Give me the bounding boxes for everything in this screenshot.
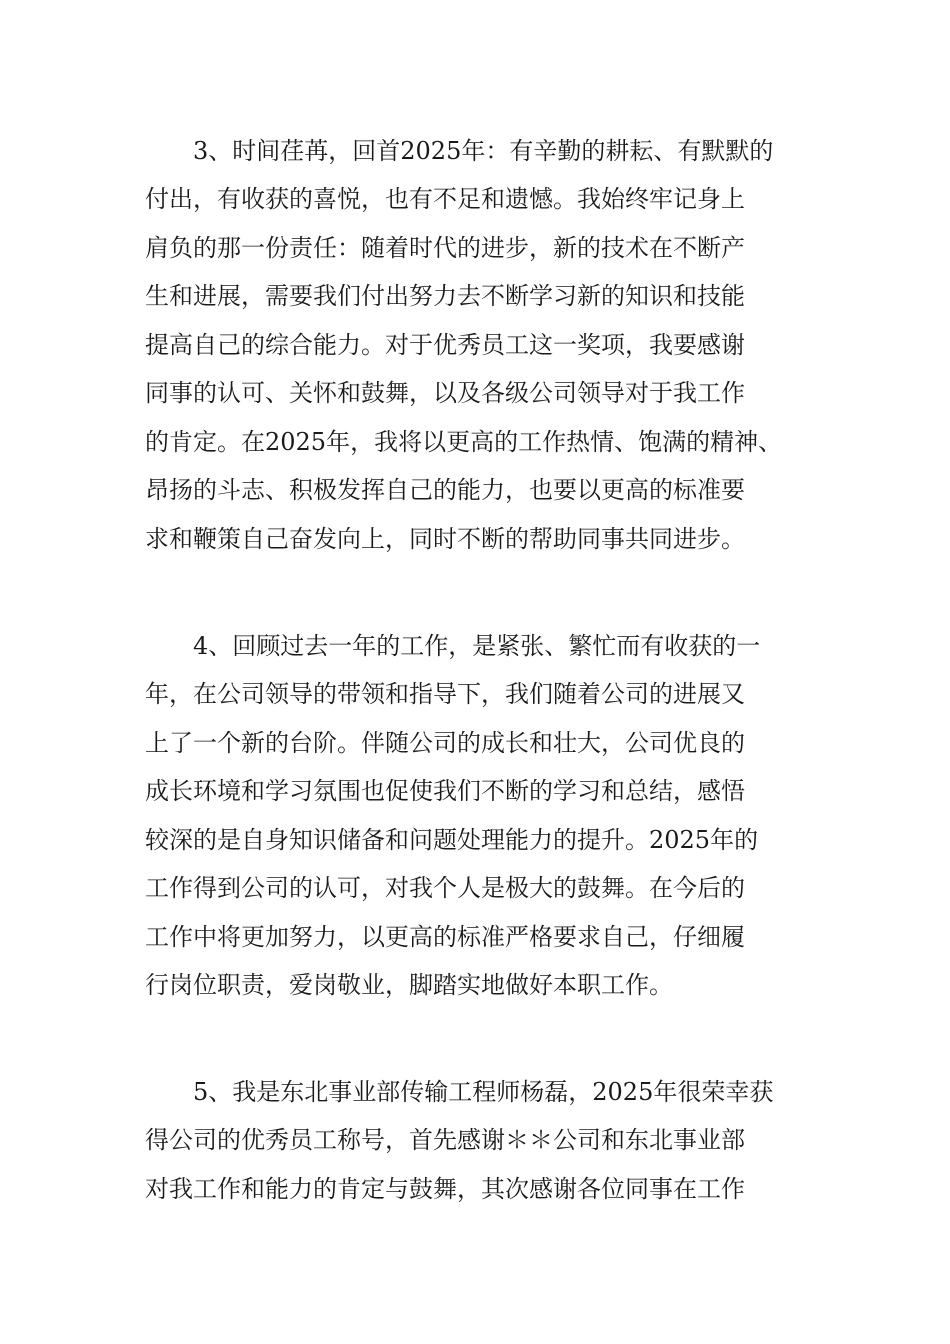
text-line: 付出，有收获的喜悦，也有不足和遗憾。我始终牢记身上: [145, 185, 745, 213]
text-line: 工作得到公司的认可，对我个人是极大的鼓舞。在今后的: [145, 874, 745, 902]
text-line: 3、时间荏苒，回首2025年：有辛勤的耕耘、有默默的: [193, 137, 774, 165]
text-line: 肩负的那一份责任：随着时代的进步，新的技术在不断产: [145, 234, 745, 262]
text-line: 得公司的优秀员工称号，首先感谢＊＊公司和东北事业部: [145, 1126, 745, 1154]
text-line: 求和鞭策自己奋发向上，同时不断的帮助同事共同进步。: [145, 525, 745, 553]
text-line: 行岗位职责，爱岗敬业，脚踏实地做好本职工作。: [145, 971, 673, 999]
text-line: 4、回顾过去一年的工作，是紧张、繁忙而有收获的一: [193, 632, 761, 660]
text-line: 工作中将更加努力，以更高的标准严格要求自己，仔细履: [145, 923, 745, 951]
text-line: 昂扬的斗志、积极发挥自己的能力，也要以更高的标准要: [145, 476, 745, 504]
text-line: 提高自己的综合能力。对于优秀员工这一奖项，我要感谢: [145, 331, 745, 359]
text-line: 较深的是自身知识储备和问题处理能力的提升。2025年的: [145, 826, 759, 854]
text-line: 年，在公司领导的带领和指导下，我们随着公司的进展又: [145, 680, 745, 708]
text-line: 5、我是东北事业部传输工程师杨磊，2025年很荣幸获: [193, 1078, 774, 1106]
text-line: 生和进展，需要我们付出努力去不断学习新的知识和技能: [145, 282, 745, 310]
text-line: 对我工作和能力的肯定与鼓舞，其次感谢各位同事在工作: [145, 1175, 745, 1203]
text-line: 成长环境和学习氛围也促使我们不断的学习和总结，感悟: [145, 777, 745, 805]
text-line: 同事的认可、关怀和鼓舞，以及各级公司领导对于我工作: [145, 379, 745, 407]
text-line: 上了一个新的台阶。伴随公司的成长和壮大，公司优良的: [145, 729, 745, 757]
text-line: 的肯定。在2025年，我将以更高的工作热情、饱满的精神、: [145, 428, 783, 456]
